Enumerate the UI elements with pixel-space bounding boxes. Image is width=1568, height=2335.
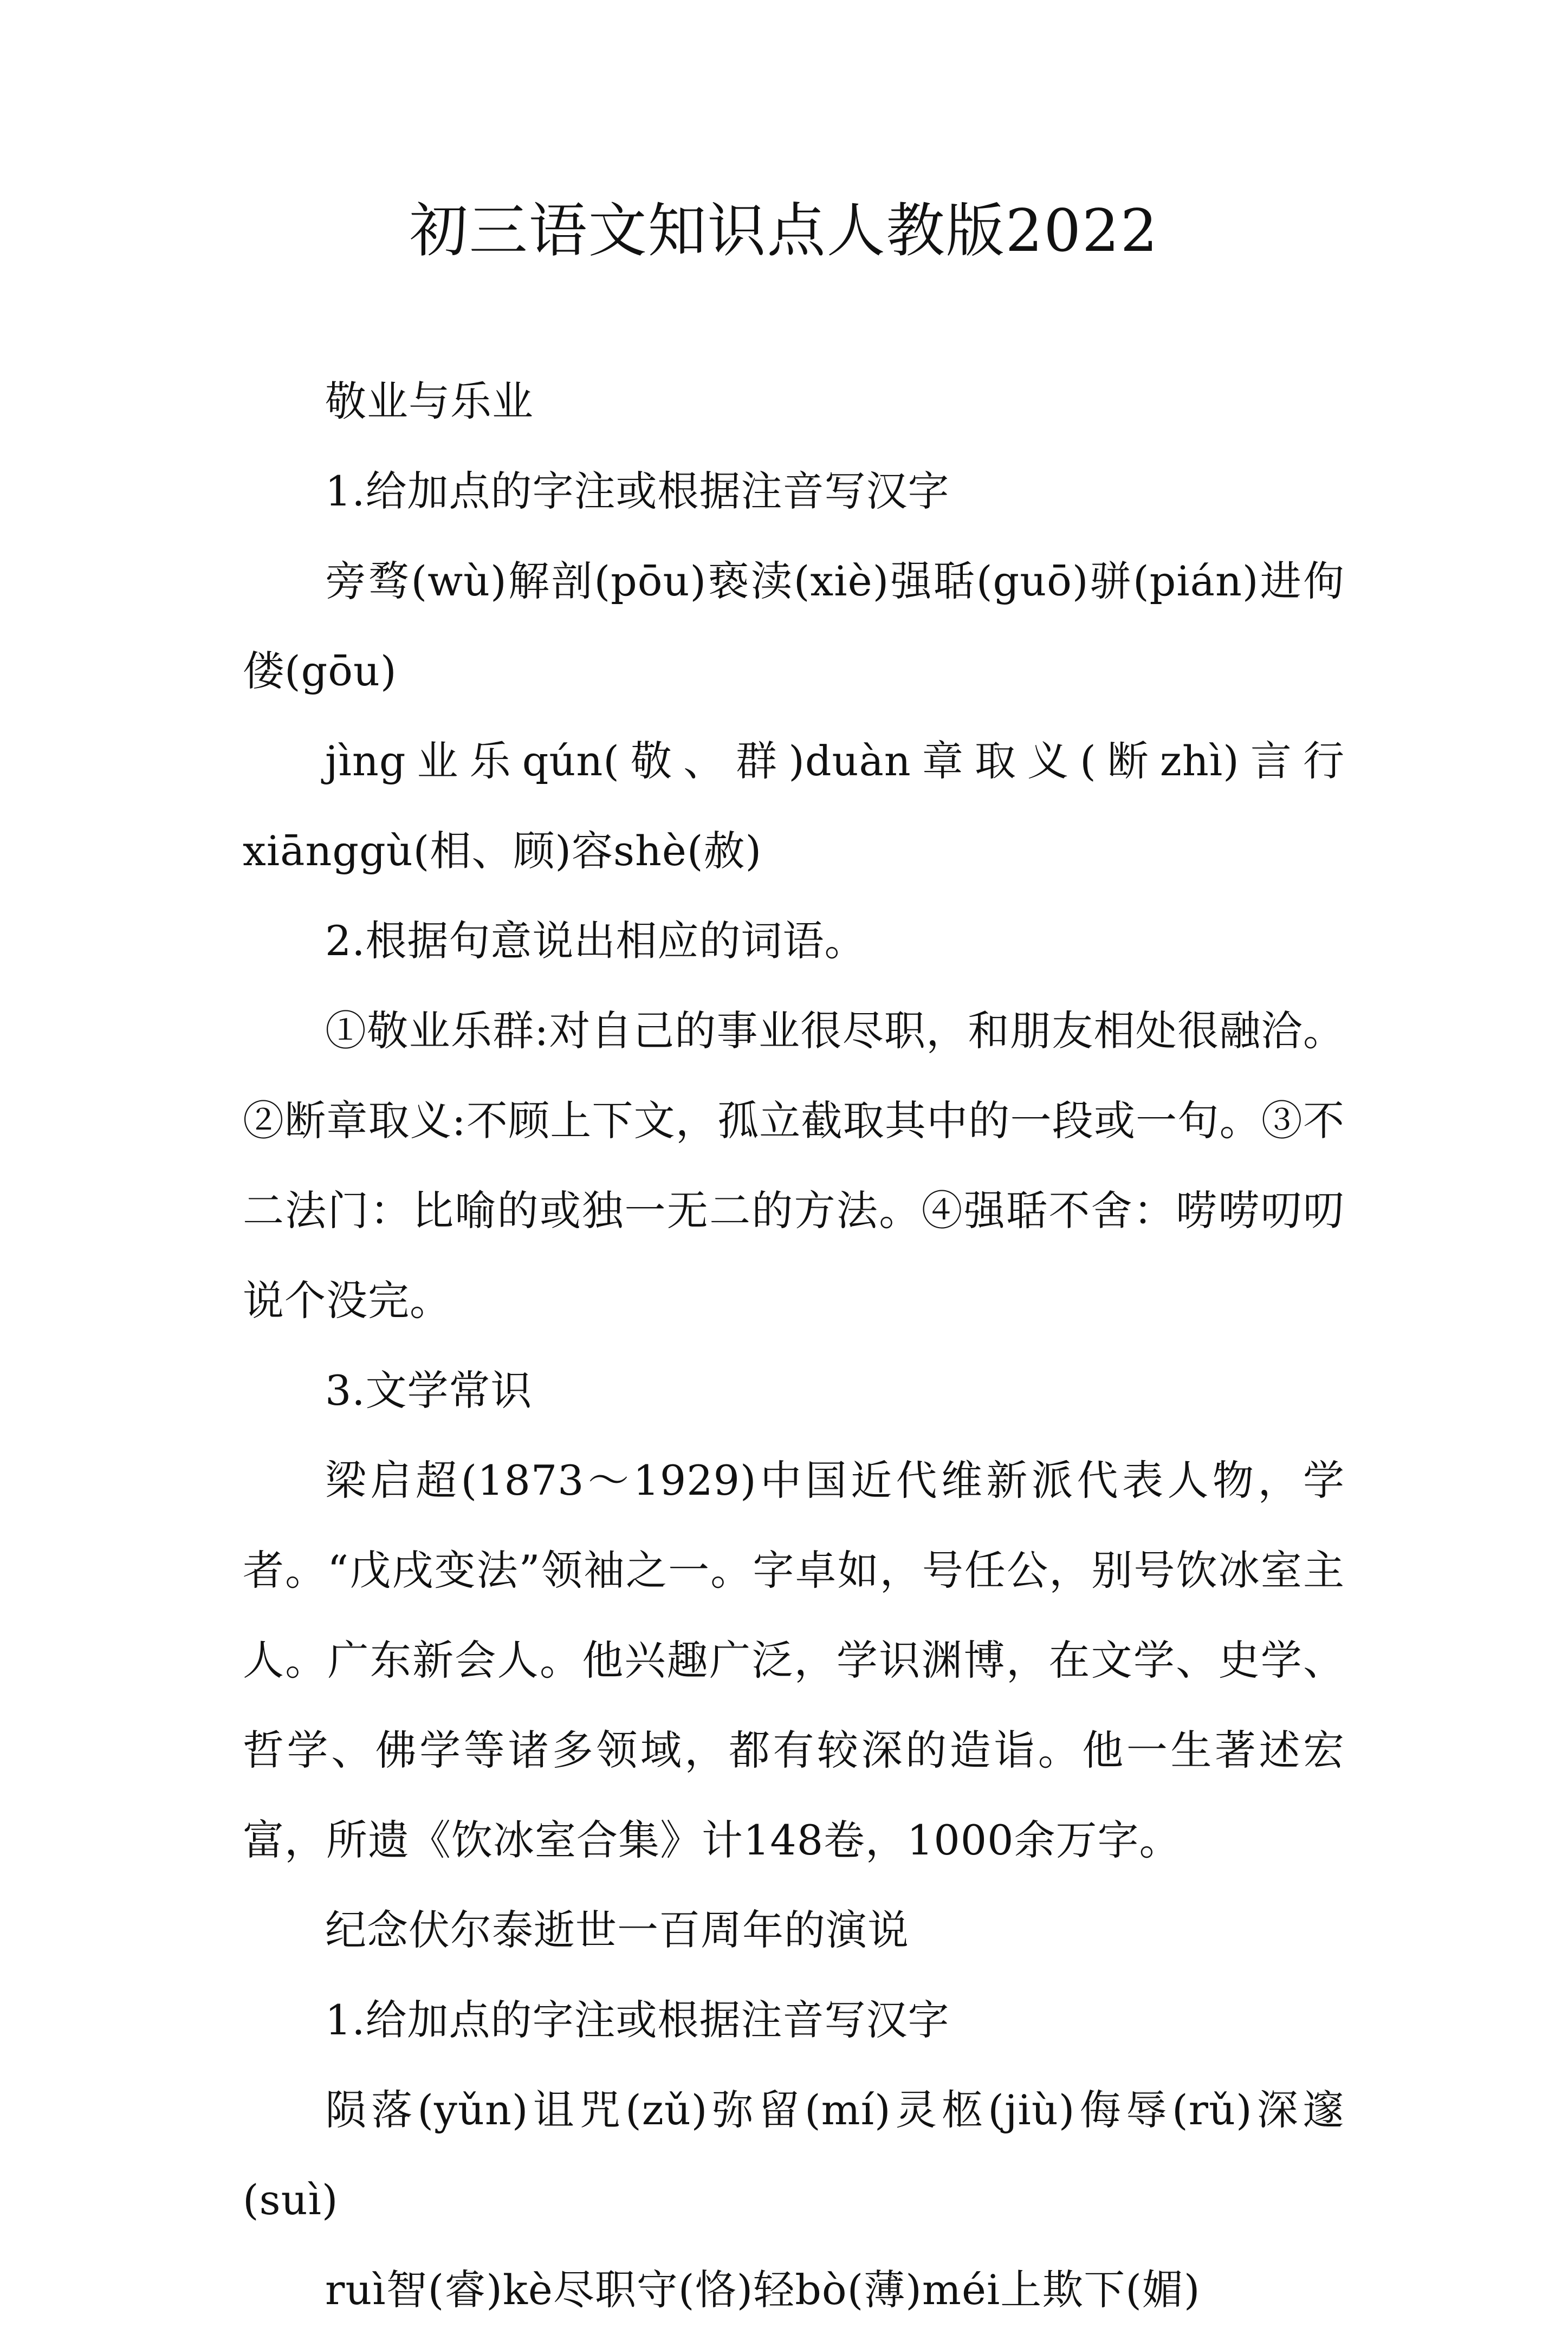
body-paragraph: 梁启超(1873～1929)中国近代维新派代表人物，学者。“戊戌变法”领袖之一。字卓如，号任公，别号饮冰室主人。广东新会人。他兴趣广泛，学识渊博，在文学、史学、哲学、佛学等诸多领域，都有较深的造诣。他一生著述宏富，所遗《饮冰室合集》计148卷，1000余万字。	[243, 1456, 1345, 1864]
exercise-heading: 3.文学常识	[325, 1366, 533, 1415]
exercise-heading: 1.给加点的字注或根据注音写汉字	[325, 467, 950, 515]
document-title: 初三语文知识点人教版2022	[409, 197, 1159, 265]
exercise-heading: 2.根据句意说出相应的词语。	[325, 917, 866, 965]
pinyin-paragraph: ruì智(睿)kè尽职守(恪)轻bò(薄)méi上欺下(媚)	[325, 2266, 1201, 2314]
pinyin-paragraph: jìng业乐qún(敬、群)duàn章取义(断zhì)言行xiānggù(相、顾)容shè(赦)	[243, 737, 1345, 875]
section-heading: 敬业与乐业	[325, 377, 534, 425]
document-body	[243, 356, 1345, 2335]
body-paragraph: ①敬业乐群:对自己的事业很尽职，和朋友相处很融洽。②断章取义:不顾上下文，孤立截取其中的一段或一句。③不二法门：比喻的或独一无二的方法。④强聒不舍：唠唠叨叨说个没完。	[243, 1007, 1345, 1325]
pinyin-paragraph: 陨落(yǔn)诅咒(zǔ)弥留(mí)灵柩(jiù)侮辱(rǔ)深邃(suì)	[243, 2086, 1345, 2224]
section-heading: 纪念伏尔泰逝世一百周年的演说	[325, 1906, 909, 1954]
exercise-heading: 1.给加点的字注或根据注音写汉字	[325, 1996, 950, 2044]
pinyin-paragraph: 旁骛(wù)解剖(pōu)亵渎(xiè)强聒(guō)骈(pián)进佝偻(gōu)	[243, 557, 1345, 695]
